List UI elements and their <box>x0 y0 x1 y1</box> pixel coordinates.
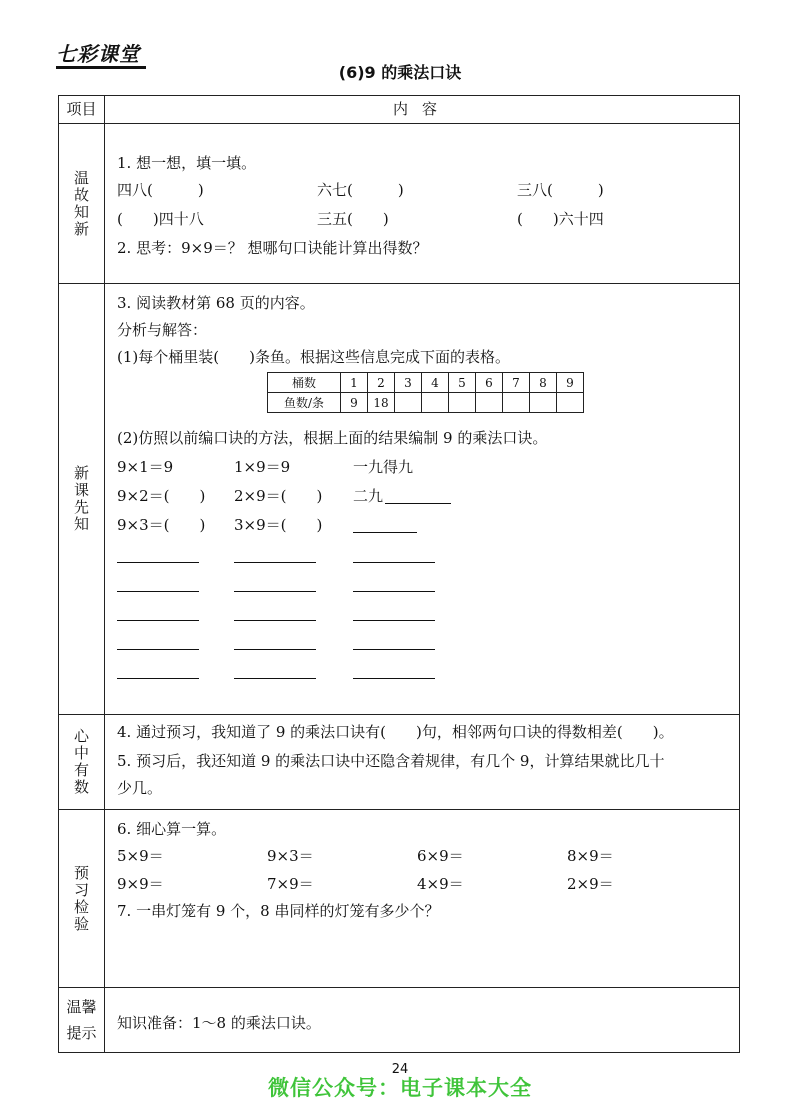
fill-item: 六七( ) <box>317 181 404 199</box>
answer-line <box>117 562 199 563</box>
equation: 9×1＝9 <box>117 458 174 476</box>
answer-line <box>117 620 199 621</box>
table-header <box>59 96 739 124</box>
answer-line <box>385 503 451 504</box>
equation: 3×9＝( ) <box>234 516 323 534</box>
header-label: 项目 <box>66 100 97 118</box>
answer-line <box>353 591 435 592</box>
section-content <box>117 810 729 987</box>
answer-line <box>117 649 199 650</box>
tip-text: 知识准备：1～8 的乘法口诀。 <box>117 1014 321 1032</box>
calc-item: 2×9＝ <box>567 875 614 893</box>
table-cell: 2 <box>368 373 395 393</box>
section-label: 心中有数 <box>72 728 90 796</box>
section-label: 预习检验 <box>72 864 90 933</box>
table-row <box>268 373 584 393</box>
equation: 9×2＝( ) <box>117 487 206 505</box>
table-cell <box>395 393 422 413</box>
calc-item: 4×9＝ <box>417 875 464 893</box>
equation: 9×3＝( ) <box>117 516 206 534</box>
question-4: 4. 通过预习，我知道了 9 的乘法口诀有( )句，相邻两句口诀的得数相差( )。 <box>117 723 674 741</box>
fish-table <box>267 372 584 413</box>
question-5-cont: 少几。 <box>117 779 163 797</box>
section-label: 温故知新 <box>72 169 90 238</box>
table-cell <box>422 393 449 413</box>
page-title: (6)9 的乘法口诀 <box>338 63 462 82</box>
table-row <box>268 393 584 413</box>
table-cell: 18 <box>368 393 395 413</box>
question-3: 3. 阅读教材第 68 页的内容。 <box>117 294 315 312</box>
table-cell <box>503 393 530 413</box>
answer-line <box>353 649 435 650</box>
table-cell: 鱼数/条 <box>268 393 341 413</box>
calc-item: 8×9＝ <box>567 847 614 865</box>
question-6: 6. 细心算一算。 <box>117 820 227 838</box>
analysis-label: 分析与解答： <box>117 321 208 339</box>
rhyme: 二九 <box>353 487 384 505</box>
fill-item: 三五( ) <box>317 210 389 228</box>
question-7: 7. 一串灯笼有 9 个，8 串同样的灯笼有多少个？ <box>117 902 440 920</box>
section-content <box>117 124 729 283</box>
answer-line <box>353 620 435 621</box>
table-cell <box>530 393 557 413</box>
section-insight <box>59 715 739 810</box>
fill-item: ( )六十四 <box>517 210 604 228</box>
worksheet-table <box>58 95 740 1053</box>
answer-line <box>353 532 417 533</box>
question-5: 5. 预习后，我还知道 9 的乘法口诀中还隐含着规律，有几个 9，计算结果就比几十 <box>117 752 665 770</box>
question-2: 2. 思考：9×9＝？ 想哪句口诀能计算出得数？ <box>117 239 428 257</box>
answer-line <box>234 591 316 592</box>
calc-item: 7×9＝ <box>267 875 314 893</box>
calc-item: 9×3＝ <box>267 847 314 865</box>
section-review <box>59 124 739 284</box>
answer-line <box>234 620 316 621</box>
table-cell: 4 <box>422 373 449 393</box>
table-cell: 3 <box>395 373 422 393</box>
header-content: 内容 <box>392 100 451 118</box>
section-new-lesson <box>59 284 739 715</box>
table-cell: 6 <box>476 373 503 393</box>
calc-item: 5×9＝ <box>117 847 164 865</box>
calc-item: 6×9＝ <box>417 847 464 865</box>
part-1: (1)每个桶里装( )条鱼。根据这些信息完成下面的表格。 <box>117 348 510 366</box>
answer-line <box>117 678 199 679</box>
section-check <box>59 810 739 988</box>
answer-line <box>353 562 435 563</box>
section-label: 温馨提示 <box>66 998 97 1042</box>
rhyme: 一九得九 <box>353 458 414 476</box>
table-cell: 8 <box>530 373 557 393</box>
answer-line <box>234 649 316 650</box>
table-cell: 7 <box>503 373 530 393</box>
table-cell <box>449 393 476 413</box>
answer-line <box>234 562 316 563</box>
table-cell: 9 <box>557 373 584 393</box>
answer-line <box>353 678 435 679</box>
section-content <box>117 988 729 1052</box>
table-cell: 1 <box>341 373 368 393</box>
watermark: 微信公众号：电子课本大全 <box>268 1076 532 1100</box>
section-tips <box>59 988 739 1052</box>
fill-item: 四八( ) <box>117 181 204 199</box>
section-label: 新课先知 <box>72 465 90 533</box>
fill-item: 三八( ) <box>517 181 604 199</box>
equation: 2×9＝( ) <box>234 487 323 505</box>
page-number: 24 <box>391 1062 409 1077</box>
question-1: 1. 想一想，填一填。 <box>117 154 257 172</box>
table-cell: 5 <box>449 373 476 393</box>
section-content <box>117 284 729 714</box>
section-content <box>117 715 729 809</box>
logo: 七彩课堂 <box>56 42 140 66</box>
part-2: (2)仿照以前编口诀的方法，根据上面的结果编制 9 的乘法口诀。 <box>117 429 548 447</box>
table-cell: 9 <box>341 393 368 413</box>
equation: 1×9＝9 <box>234 458 291 476</box>
calc-item: 9×9＝ <box>117 875 164 893</box>
table-cell <box>557 393 584 413</box>
table-cell <box>476 393 503 413</box>
answer-line <box>117 591 199 592</box>
answer-line <box>234 678 316 679</box>
table-cell: 桶数 <box>268 373 341 393</box>
fill-item: ( )四十八 <box>117 210 204 228</box>
